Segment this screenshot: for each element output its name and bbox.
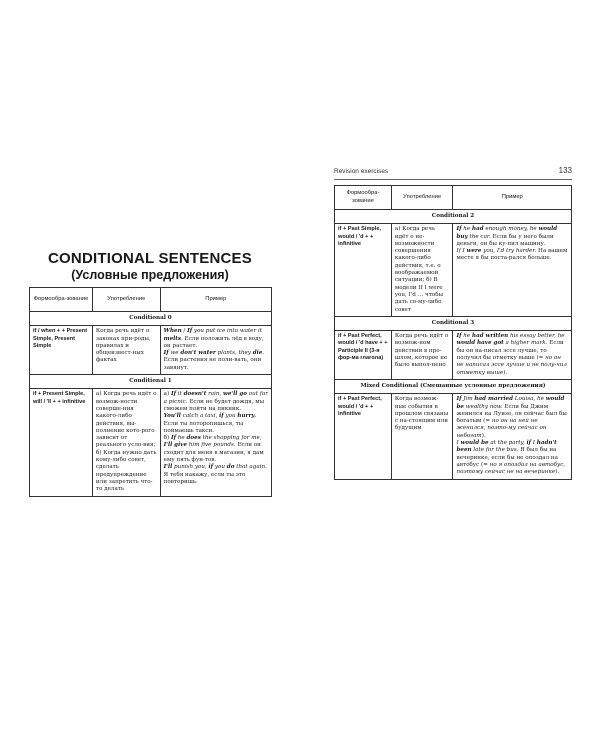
example-text-run: If [171,435,177,442]
example-text-run: would buy [456,226,558,240]
example-sentence [456,333,568,377]
example-text-run: does [186,435,201,442]
example-sentence [164,350,268,372]
example-text-run: we'll go [223,391,247,398]
example-text-run: punish you, [172,464,209,471]
example-text-run: the shopping for me, [200,435,262,442]
section-row [30,312,272,326]
conditionals-table-left [29,287,272,497]
section-title-mixed-conditional: Mixed Conditional (Смешанные условные предложения) [335,379,572,393]
example-text-run: . Если положить лёд в воду, он растает. [163,335,264,349]
example-text-run: а) [163,391,171,398]
example-text-run: When [163,328,182,335]
header-example: Пример [453,186,572,210]
right-page [300,0,600,750]
example-text-run: it [175,391,184,398]
table-row [335,224,572,317]
example-text-run: . Если ты поторопишься, ты поймаешь такси. [163,413,257,434]
page-number: 133 [558,166,572,175]
table-row [335,331,572,380]
example-text-run: if [219,413,224,420]
example-text-run: If [163,350,169,357]
example-text-run: would be [456,396,565,410]
example-text-run: rain, [206,391,224,398]
example-text-run: the car. [467,233,493,240]
section-row [335,210,572,224]
example-text-run: plants, they [215,350,253,357]
example-text-run: ). [481,432,486,439]
example-text-run: Если бы у него были деньги, он бы ку-пил машину. [456,233,554,247]
example-sentence [456,396,568,440]
header-example: Пример [160,288,271,312]
example-text-run: would have got [456,340,504,347]
example-text-run: out for a picnic. [163,391,268,405]
section-row [335,379,572,393]
usage-cell: Когда речь идёт о возмож-ном действии в про-шлом, которое не было выпол-нено [391,331,453,380]
example-text-run: you [223,413,238,420]
usage-cell: а) Когда речь идёт о возмож-ности соверше-ния какого-либо действия, вы-полнение кото-рого зависит от реального усло-вия; б) Когда нужно дать кому-либо совет, сделать предупреждение или запретить что-то делать [92,389,160,496]
example-text-run: catch a taxi, [180,413,220,420]
example-text-run: I [531,440,537,447]
formation-cell: if + Past Perfect, would / 'd have + + Participle II (3-я фор-ма глагола) [335,331,392,380]
usage-cell: Когда речь идёт о законах при-роды, правилах и общеизвест-ных фактах [92,326,160,375]
example-text-run: но он не написал эссе лучше и не полу-чил отметку выше [456,355,567,376]
example-text-run: had [472,226,484,233]
example-text-run: I'll give [163,442,188,449]
example-text-run: him five pounds. [187,442,238,449]
example-text-run: late for the bus. [471,447,521,454]
example-text-run: you put ice into water it [192,328,262,335]
example-text-run: he [461,226,472,233]
running-head-title: Revision exercises [334,168,389,175]
example-text-run: If [456,226,462,233]
example-text-run: Если не будет дождя, мы сможем пойти на пикник. [163,398,265,412]
header-formation: Формообра-зование [335,186,392,210]
example-sentence [456,226,568,248]
title-main: CONDITIONAL SENTENCES [48,250,252,267]
table-header-row [335,186,572,210]
example-text-run: if [526,440,531,447]
example-text-run: wealthy now. [463,403,505,410]
example-text-run: Если бы он на-писал эссе лучше, то получил бы отметку выше (= [456,340,564,362]
usage-cell: а) Когда речь идёт о не-возможности совершения какого-либо действия, т.е. о воображаемой ситуации; б) В модели If I were you, I'd … чтобы дать со-му-либо совет [391,224,453,317]
formation-cell: if + Past Simple, would / 'd + + infinitive [335,224,392,317]
example-text-run: would be [460,440,489,447]
example-cell [160,389,271,496]
example-text-run: doesn't [183,391,207,398]
example-text-run: / [181,328,188,335]
example-text-run: If [187,328,193,335]
header-formation: Формообра-зование [30,288,93,312]
example-text-run: Я тебя накажу, если ты это повторишь. [163,471,246,485]
example-text-run: do [226,464,235,471]
section-title-conditional-0: Conditional 0 [30,312,272,326]
example-text-run: Если он сходит для меня в магазин, я дам ему пять фун-тов. [163,442,264,464]
example-text-run: had written [472,333,509,340]
example-text-run: но он на ней не женился, поэто-му сейчас он небогат [456,418,547,439]
example-text-run: a higher mark. [503,340,550,347]
example-text-run: You'll [163,413,181,420]
example-text-run: that again. [234,464,267,471]
example-text-run: На вашем месте я бы поста-рался больше. [456,248,568,262]
section-title-conditional-2: Conditional 2 [335,210,572,224]
conditionals-table-right [334,185,572,480]
example-text-run: melts [163,335,181,342]
example-sentence [164,328,268,350]
example-sentence [164,435,268,464]
example-text-run: you [213,464,227,471]
example-text-run: . Если растения не поли-вать, они завянут. [163,350,265,371]
example-text-run: Я был бы на вечеринке, если бы не опоздал на автобус (= [456,447,558,468]
example-text-run: we [168,350,181,357]
formation-cell: if + Present Simple, will / 'll + + infinitive [30,389,93,496]
section-title-conditional-1: Conditional 1 [30,375,272,389]
example-text-run: you, I'd try harder. [481,248,538,255]
example-text-run: he [461,333,472,340]
example-text-run: hadn't been [456,440,557,454]
example-text-run: If [170,391,176,398]
formation-cell: if + Past Perfect, would / 'd + + infinitive [335,394,392,479]
example-cell [453,331,572,380]
page-title [28,250,272,282]
section-row [335,316,572,330]
header-usage: Употребление [92,288,160,312]
example-text-run: don't water [180,350,216,357]
example-text-run: Louisa, he [513,396,546,403]
example-text-run: were [466,248,482,255]
table-row [30,326,272,375]
example-text-run: I'll [163,464,173,471]
example-text-run: If [456,396,462,403]
example-text-run: If [456,333,462,340]
example-cell [453,224,572,317]
example-text-run: he [176,435,187,442]
example-text-run: had married [474,396,514,403]
example-sentence [456,440,568,476]
example-text-run: ). [555,469,560,476]
example-text-run: If I [456,248,467,255]
example-text-run: enough money, he [483,226,539,233]
formation-cell: if / when + + Present Simple, Present Simple [30,326,93,375]
example-text-run: но я опоздал на автобус, поэтому сейчас не на вечеринке [456,461,566,476]
title-subtitle: (Условные предложения) [71,268,229,282]
example-text-run: if [208,464,214,471]
header-usage: Употребление [391,186,453,210]
table-row [335,394,572,479]
example-text-run: ). [503,369,508,376]
example-cell [160,326,271,375]
example-text-run: б) [163,435,171,442]
example-sentence [456,248,568,263]
running-head [334,165,572,180]
example-text-run: Если бы Джим женился на Луизе, он сейчас был бы богатым (= [456,403,567,425]
table-header-row [30,288,272,312]
section-row [30,375,272,389]
section-title-conditional-3: Conditional 3 [335,316,572,330]
example-cell [453,394,572,479]
example-sentence [164,464,268,486]
usage-cell: Когда возмож-ные события в прошлом связаны с на-стоящим или будущим [391,394,453,479]
example-sentence [164,413,268,435]
example-text-run: at the party, [488,440,527,447]
example-text-run: hurry [237,413,255,420]
example-text-run: Jim [461,396,475,403]
example-text-run: die [252,350,263,357]
example-sentence [164,391,268,413]
example-text-run: I [456,440,461,447]
table-row [30,389,272,496]
example-text-run: his essay better, he [508,333,565,340]
